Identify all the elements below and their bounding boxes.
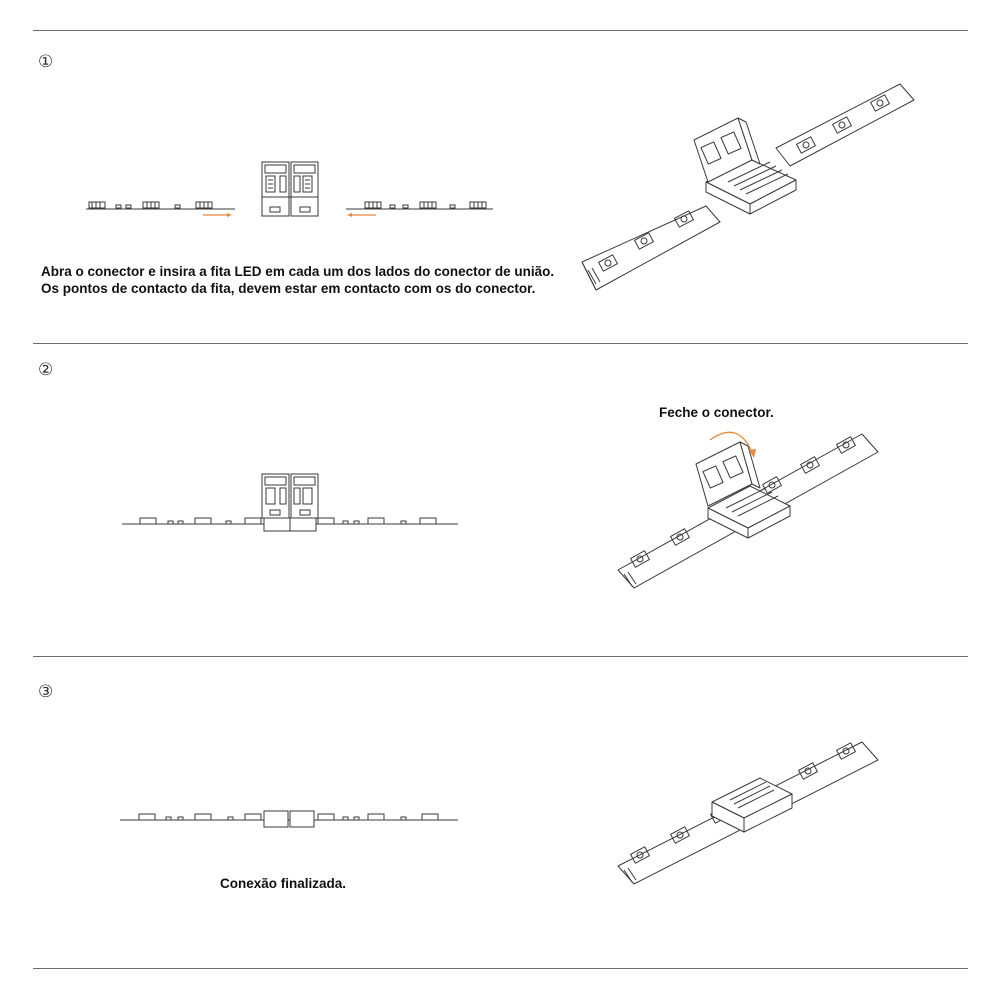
step-1-number: ① (38, 52, 54, 72)
step-1-caption-line-2: Os pontos de contacto da fita, devem estar em contacto com os do conector. (41, 281, 536, 296)
step-2-number: ② (38, 360, 54, 380)
step-3-caption: Conexão finalizada. (220, 876, 347, 891)
step-3-number: ③ (38, 682, 54, 702)
step-1-caption-line-1: Abra o conector e insira a fita LED em cada um dos lados do conector de união. (41, 264, 555, 279)
step-2-caption: Feche o conector. (659, 405, 774, 420)
